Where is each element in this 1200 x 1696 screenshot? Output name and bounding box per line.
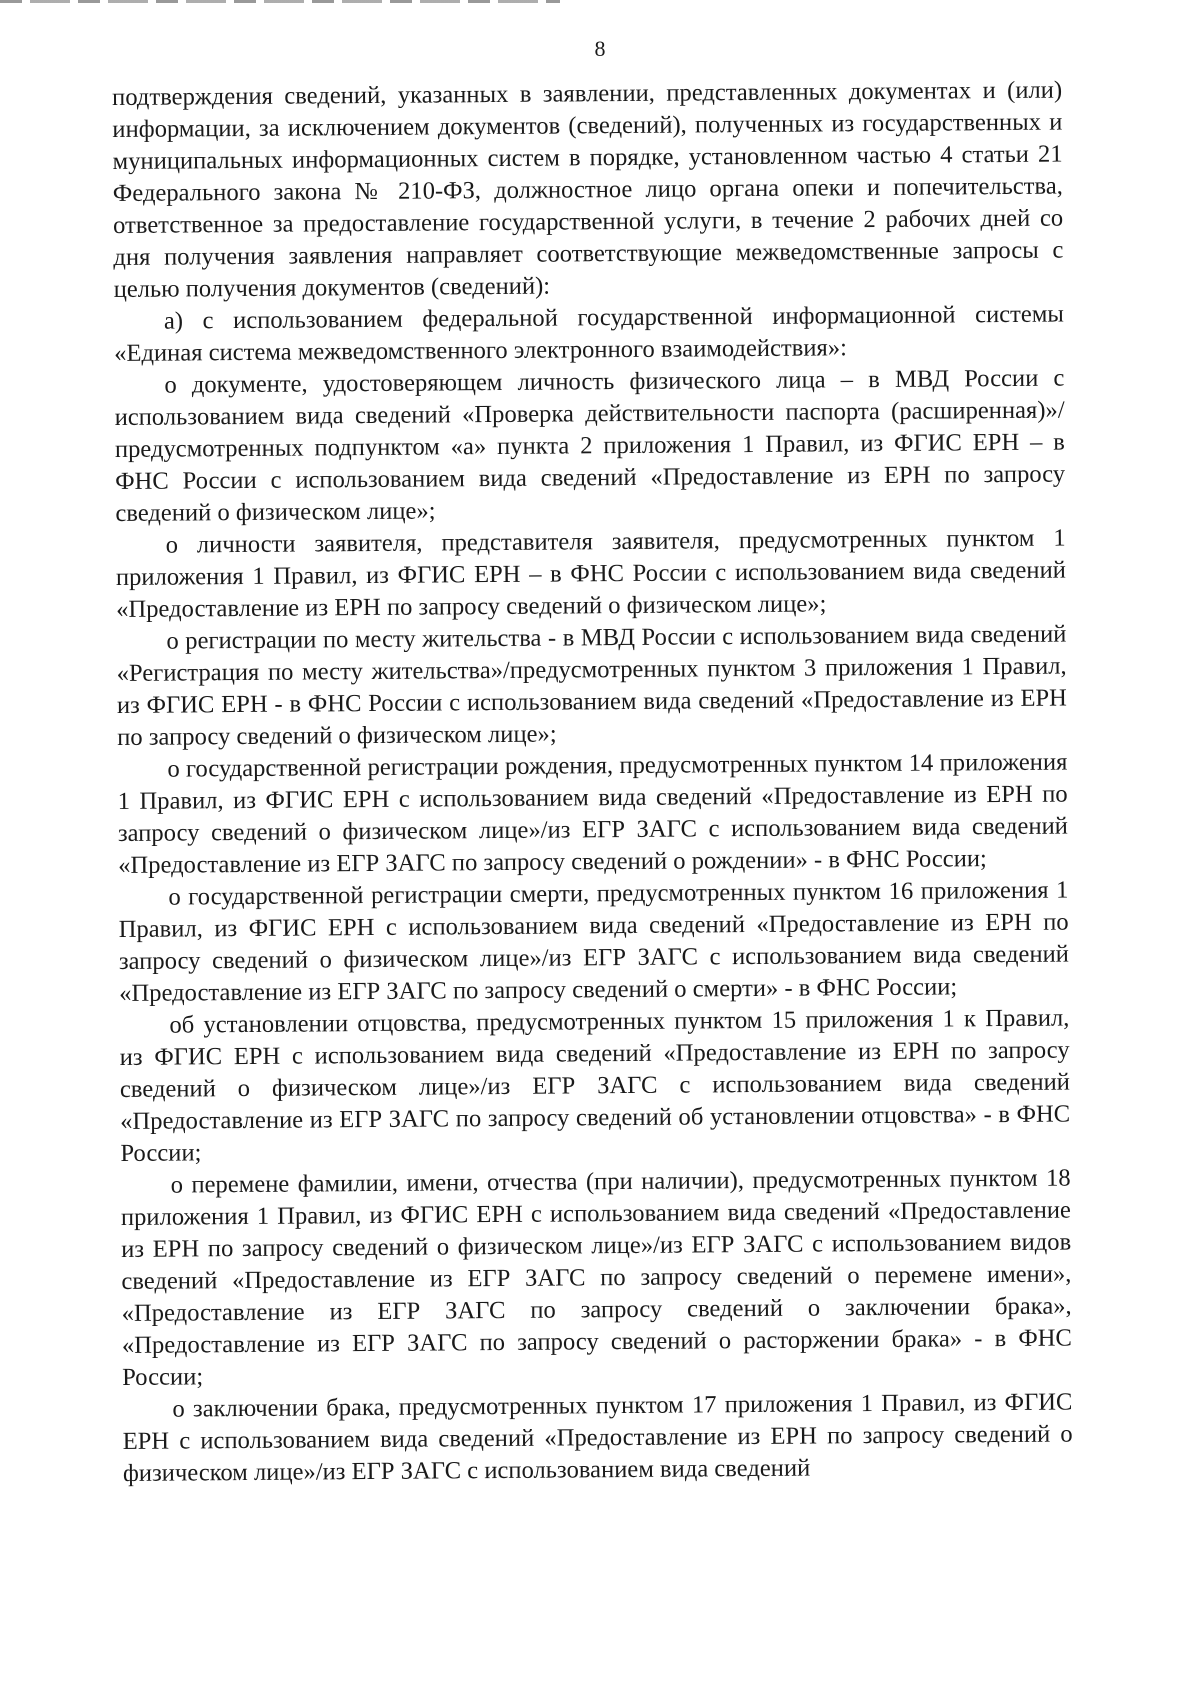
paragraph-birth-registration: о государственной регистрации рождения, предусмотренных пунктом 14 приложения 1 Правил, из ФГИС ЕРН с использованием вида сведений «Предоставление из ЕРН по запросу сведений о физическом лице»/из ЕГР ЗАГС с использованием вида сведений «Предоставление из ЕГР ЗАГС по запросу сведений о рождении» - в ФНС России; [117,748,1068,879]
paragraph-item-a: а) с использованием федеральной государственной информационной системы «Единая система межведомственного электронного взаимодействия»: [114,300,1064,367]
paragraph-identity-document: о документе, удостоверяющем личность физического лица – в МВД России с использованием вида сведений «Проверка действительности паспорта (расширенная)»/предусмотренных подпунктом «а» пункта 2 приложения 1 Правил, из ФГИС ЕРН – в ФНС России с использованием вида сведений «Предоставление из ЕРН по запросу сведений о физическом лице»; [114,364,1066,527]
paragraph-name-change: о перемене фамилии, имени, отчества (при наличии), предусмотренных пунктом 18 приложения 1 Правил, из ФГИС ЕРН с использованием вида сведений «Предоставление из ЕРН по запросу сведений о физическом лице»/из ЕГР ЗАГС с использованием видов сведений «Предоставление из ЕГР ЗАГС по запросу сведений о перемене имени», «Предоставление из ЕГР ЗАГС по запросу сведений о заключении брака», «Предоставление из ЕГР ЗАГС по запросу сведений о расторжении брака» - в ФНС России; [120,1164,1073,1391]
scan-edge-artifact [0,0,560,3]
page-number: 8 [594,36,606,61]
paragraph-death-registration: о государственной регистрации смерти, предусмотренных пунктом 16 приложения 1 Правил, из ФГИС ЕРН с использованием вида сведений «Предоставление из ЕРН по запросу сведений о физическом лице»/из ЕГР ЗАГС с использованием вида сведений «Предоставление из ЕГР ЗАГС по запросу сведений о смерти» - в ФНС России; [118,876,1069,1007]
paragraph-paternity: об установлении отцовства, предусмотренных пунктом 15 приложения 1 к Правил, из ФГИС ЕРН с использованием вида сведений «Предоставление из ЕРН по запросу сведений о физическом лице»/из ЕГР ЗАГС с использованием вида сведений «Предоставление из ЕГР ЗАГС по запросу сведений об установлении отцовства» - в ФНС России; [119,1004,1071,1167]
document-body [112,75,1073,1490]
paragraph-marriage: о заключении брака, предусмотренных пунктом 17 приложения 1 Правил, из ФГИС ЕРН с использованием вида сведений «Предоставление из ЕРН по запросу сведений о физическом лице»/из ЕГР ЗАГС с использованием вида сведений [122,1388,1073,1487]
paragraph-residence-registration: о регистрации по месту жительства - в МВД России с использованием вида сведений «Регистрация по месту жительства»/предусмотренных пунктом 3 приложения 1 Правил, из ФГИС ЕРН - в ФНС России с использованием вида сведений «Предоставление из ЕРН по запросу сведений о физическом лице»; [116,620,1067,751]
paragraph-applicant-identity: о личности заявителя, представителя заявителя, предусмотренных пунктом 1 приложения 1 Правил, из ФГИС ЕРН – в ФНС России с использованием вида сведений «Предоставление из ЕРН по запросу сведений о физическом лице»; [115,524,1066,623]
paragraph-continuation: подтверждения сведений, указанных в заявлении, представленных документах и (или) информации, за исключением документов (сведений), полученных из государственных и муниципальных информационных систем в порядке, установленном частью 4 статьи 21 Федерального закона № 210-ФЗ, должностное лицо органа опеки и попечительства, ответственное за предоставление государственной услуги, в течение 2 рабочих дней со дня получения заявления направляет соответствующие межведомственные запросы с целью получения документов (сведений): [112,76,1064,303]
